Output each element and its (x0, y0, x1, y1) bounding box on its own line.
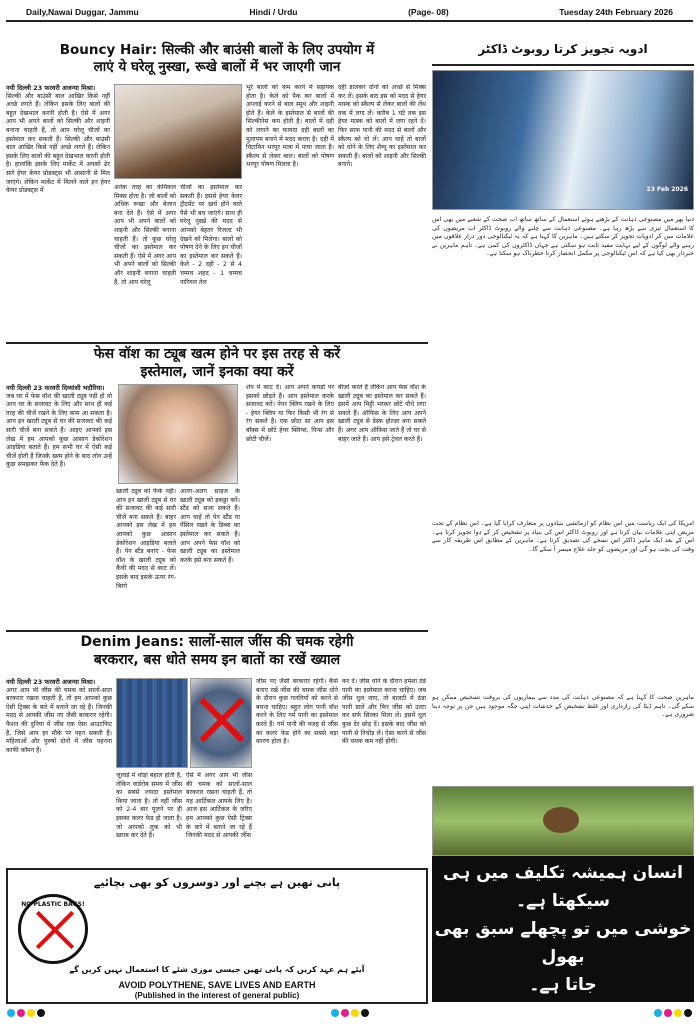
right-column (432, 26, 694, 1004)
registration-dot (351, 1009, 359, 1017)
article3-headline (6, 634, 428, 669)
robot-doctor-headline: ادویہ تجویز کرتا روبوٹ ڈاکٹر (432, 42, 694, 66)
article2-col2: खाली ट्यूब को फेंके नहीं। आप इन खाली ट्यूब से घर की सजावट की कई सारी चीजें बना सकते हैं। बाहर आपको इस लेख में हम आपको कुछ आसान डेकोरेशन आइडिया बताते हैं। पेन स्टैंड बनाएं - फेस वॉश के खाली ट्यूब को कैंची की मदद से काट लें। इसके बाद इसके ऊपर रंग-बिरंगे (116, 488, 176, 590)
face-wash-photo (118, 384, 238, 484)
red-cross-icon (199, 697, 245, 743)
paper-name: Daily,Nawai Duggar, Jammu (26, 7, 139, 17)
color-registration-strip (6, 1008, 693, 1020)
quote-line2: سیکھتا ہے۔ (516, 891, 610, 911)
registration-dot (654, 1009, 662, 1017)
article2-col1-text: जब घर में फेस वॉश की खाली ट्यूब पड़ी हो तो आप घर के सजावट के लिए और साथ ही कई तरह की चीजें रखने के लिए काम आ सकता है। आप इन खाली ट्यूब से घर की सजावट की कई सारी चीजें बना सकते हैं। आइए आपको इस लेख में हम आपको कुछ आसान डेकोरेशन आइडिया बताते हैं। हम सभी घर में ऐसी कई चीजें होती हैं जिनके खत्म होने के बाद लोग उन्हें कूड़ा समझकर फेंक देते हैं। (6, 392, 112, 469)
ad-badge-text: NO PLASTIC BAGS! (21, 901, 85, 908)
quote-line3: خوشی میں تو پچھلے سبق بھی بھول (434, 919, 692, 967)
left-column (6, 26, 428, 1004)
article2-headline (6, 346, 428, 381)
ad-urdu-bottom: آیئے ہم عہد کریں کہ پانی تھین جیسی موزی شئے کا استعمال نہیں کریں گے (69, 965, 365, 974)
article2-col4: शेप में काट दें। आप अपने कपड़ों पर इसको छोड़ते हैं। आप इस्तेमाल करके सजावट करें। पेपर क्लिप रखने के लिए - हेयर क्लिप या फिर किसी भी रंग से रंग सकते हैं। एक छोटा सा आप इस बॉक्स में छोटे हेयर क्लिप्स, पिन्स और छोटी चीजें। (246, 384, 334, 443)
article2-col3: अलग-अलग साइज के खाली ट्यूब को इकठ्ठा करें। स्टैंड को सजा सकते हैं। आप चाहें तो पेन स्टैंड या पेंसिल रखने के डिब्बा का इस्तेमाल कर सकते हैं। आप अपने फेस वॉश को खाली ट्यूब का इस्तेमाल करके इसे बना सकते हैं। (180, 488, 240, 564)
article2-col5: बीजों करते हैं लेकिन आप फेस वॉश के खाली ट्यूब का इस्तेमाल कर सकते हैं। इसमें आप मिट्टी भरकर छोटे पौधे लगा सकते हैं। ऑफिस के लिए आप अपने खाली ट्यूब से डेस्क होल्डर बना सकते हैं। अगर आप ऑफिस जाते हैं तो घर से बाहर जाते हैं। आप इसे ट्रेवल करते हैं। (338, 384, 426, 443)
registration-marks-center (330, 1009, 370, 1019)
ad-public-interest-note: (Published in the interest of general public) (134, 991, 300, 1000)
article3-col5: कर दें। जींस धोने के दौरान हमेशा ठंडे पानी का इस्तेमाल करना चाहिए। जब जींस धुल जाए, तो बालटी में ठंडा पानी डालें और फिर जींस को उल्टा कर सर्फ सिरका मिला लें। इसमें धूल कुछ देर छोड़ दें। इसके बाद जींस को पानी से निचोड़ लें। ऐसा करने से जींस की चमक कम नहीं होगी। (342, 678, 426, 746)
article1-col5: दही डालकर दोनों को अच्छे से मिक्स कर लें। इसके बाद इस को मदद से हेयर मास्क को स्कैल्प से लेकर बालों की लेंथ तक में लगा लें। करीब 1 घंटे तक इस हेयर मास्क को बालों में लगा रहने दें। फिर साफ पानी की मदद से बालों और स्कैल्प को धो लें। आप चाहें तो बालों को धोने के लिए शैम्पू का इस्तेमाल कर सकती हैं। बालों को शाइनी और सिल्की बनाने। (338, 84, 426, 169)
divider-2 (6, 630, 428, 632)
article3-col3: ऐसे में अगर आप भी जींस की चमक को सालों-साल बरकरार रखना चाहती हैं, तो यह आर्टिकल आपके लिए है। आज इस आर्टिकल के जरिए हम आपको कुछ ऐसी ट्रिक्स के बारे में बताने जा रहे हैं जिनकी मदद से आपकी जींस (186, 772, 252, 840)
registration-marks-left (6, 1009, 46, 1019)
hair-photo (114, 84, 242, 179)
article2-col1 (6, 384, 112, 630)
article1-headline (6, 42, 428, 76)
article3-col1-text: अगर आप भी जींस की चमक को सालों-साल बरकरार रखना चाहती हैं, तो हम आपको कुछ ऐसी ट्रिक्स के बारे में बताने जा रहे हैं। जिनकी मदद से आपकी जींस नए जैसी बरकरार रहेगी। फैशन की दुनिया में जींस एक ऐसा आउटफिट है, जिसे आप हर मौके पर पहन सकती हैं। महिलाओं और पुरुषों दोनों में जींस पहनना काफी कॉमन है। (6, 686, 112, 754)
registration-dot (37, 1009, 45, 1017)
registration-dot (341, 1009, 349, 1017)
quote-line1: انسان ہمیشہ تکلیف میں ہی (443, 863, 683, 883)
registration-dot (7, 1009, 15, 1017)
article1-dateline: नयी दिल्ली 23 फरवरी अजन्या मिश्रा। (6, 84, 96, 92)
article2-headline-line1: फेस वॉश का ट्यूब खत्म होने पर इस तरह से करें (93, 346, 341, 362)
registration-dot (361, 1009, 369, 1017)
article3-col2: जुलाई में थोड़ा बहाल होती है, लेकिन वार्डरोब समय में जींस का सबसे ज्यादा इस्तेमाल किया जाता है। तो वहीं जींस को 2-4 बार यूज़ने पर ही इसका कलर फेड हो जाता है। जो आपको लुक को भी खराब कर देते हैं। (116, 772, 182, 840)
language-label: Hindi / Urdu (249, 7, 298, 17)
registration-dot (674, 1009, 682, 1017)
ad-english-slogan: AVOID POLYTHENE, SAVE LIVES AND EARTH (118, 980, 316, 990)
masthead (6, 4, 693, 22)
registration-dot (331, 1009, 339, 1017)
robot-article-date: 23 Feb 2026 (646, 186, 688, 193)
public-interest-ad (6, 868, 428, 1004)
issue-date: Tuesday 24th February 2026 (559, 7, 673, 17)
registration-dot (684, 1009, 692, 1017)
washing-machine-photo (190, 678, 252, 768)
page-number: (Page- 08) (408, 7, 449, 17)
robot-article-body1: دنیا بھر میں مصنوعی ذہانت کے بڑھتے ہوئے استعمال کے ساتھ ساتھ اب صحت کے شعبے میں بھی اس کا استعمال تیزی سے بڑھ رہا ہے۔ مصنوعی ذہانت سے چلنے والے روبوٹ ڈاکٹر اب مریضوں کی علامات سن کر ادویات تجویز کر سکتے ہیں۔ ماہرین کا کہنا ہے کہ یہ ٹیکنالوجی دور دراز علاقوں میں رہنے والے لوگوں کے لیے نہایت مفید ثابت ہو سکتی ہے جہاں ڈاکٹروں کی کمی ہے۔ تاہم ماہرین نے خبردار بھی کیا ہے کہ اس ٹیکنالوجی پر مکمل انحصار کرنا خطرناک ہو سکتا ہے۔ (432, 216, 694, 258)
article1-col3: चीजों का इस्तेमाल कर सकती हैं। इससे हेयर केयर ट्रीटमेंट पर खर्च होने वाले पैसे भी बच जाएंगे। साथ ही घरेलू नुस्खे की मदद से आपको बेहतर रिजल्ट भी देखने को मिलेगा। बालों को पोषण देने के लिए इन चीजों का इस्तेमाल कर सकते हैं। केले - 2 दही - 2 से 4 चम्मच शहद - 1 चम्मच नारियल तेल (180, 184, 242, 286)
article1-col4: भूरे बालों को कम करने में सहायक होता है। केले को पैक कर बालों में अप्लाई करने से बाल स्मूथ और शाइनी होते हैं। केले के इस्तेमाल से बालों की सिल्कीनेस कम होती है। बालों में दही को लगाने का फायदा दही बालों का मुलायम बनाने में मदद करता है। दही में विटामिन भरपूर मात्रा में पाया जाता है। स्कैल्प से लेकर बाल। बालों को पोषण भरपूर पोषण मिलता है। (246, 84, 334, 169)
jeans-stack-photo (116, 678, 188, 768)
article2-headline-line2: इस्तेमाल, जानें इनका क्या करें (140, 363, 294, 380)
article1-headline-line1: Bouncy Hair: सिल्की और बाउंसी बालों के लिए उपयोग में (59, 42, 375, 58)
quote-box (432, 856, 694, 1002)
registration-dot (27, 1009, 35, 1017)
article3-dateline: नयी दिल्ली 23 फरवरी अजन्या मिश्रा। (6, 678, 96, 686)
article1-headline-line2: लाएं ये घरेलू नुस्खा, रूखे बालों में भर जाएगी जान (93, 58, 341, 75)
article1-col2: अनेक तरह का केमिकल मिक्स होता है। जो बालों को अधिक रूखा और बेजान बना देते हैं। ऐसे में अगर आप भी अपने बालों को शाइनी और सिल्की बनाना चाहती हैं। तो कुछ घरेलू चीजों का इस्तेमाल कर सकती हैं। ऐसे में अगर आप भी अपने बालों को सिल्की और शाइनी बनाना चाहती हैं, तो आप घरेलू (114, 184, 176, 286)
registration-dot (664, 1009, 672, 1017)
article2-dateline: नयी दिल्ली 23 फरवरी दिव्यांशी भदौरिया। (6, 384, 105, 392)
article3-col4: जींस नए जैसी बरकरार रहेगी। कैसे बनाए रखें जींस की चमक जींस धोने के दौरान कुछ गलतियों को करने से बचना चाहिए। बहुत लोग पानी वॉश करने के लिए गर्म पानी का इस्तेमाल करते हैं। गर्म पानी की वजह से जींस का कलर फेड होने का सबसे बड़ा कारण होता है। (256, 678, 338, 746)
registration-marks-right (653, 1009, 693, 1019)
sparrow-icon (543, 807, 579, 833)
article3-headline-line2: बरकरार, बस धोते समय इन बातों का रखें ख्याल (93, 651, 341, 668)
robot-article-body3: ماہرین صحت کا کہنا ہے کہ مصنوعی ذہانت کی مدد سے بیماریوں کی بروقت تشخیص ممکن ہو سکے گی۔ تاہم ڈیٹا کی رازداری اور غلط تشخیص کے خدشات اپنی جگہ موجود ہیں جن پر توجہ دینا ضروری ہے۔ (432, 694, 694, 719)
article1-col1 (6, 84, 110, 342)
article3-headline-line1: Denim Jeans: सालों-साल जींस की चमक रहेगी (80, 634, 354, 650)
no-plastic-bag-icon (18, 894, 88, 964)
registration-dot (17, 1009, 25, 1017)
article3-col1 (6, 678, 112, 864)
robot-article-body2: امریکا کی ایک ریاست میں اس نظام کو آزمائشی بنیادوں پر متعارف کرایا گیا ہے۔ اس نظام کے تحت مریض اپنی علامات بیان کرتا ہے اور روبوٹ ڈاکٹر اس کی بنیاد پر تشخیص کر کے دوا تجویز کرتا ہے۔ اس کے بعد ایک ماہر ڈاکٹر اس نسخے کی تصدیق کرتا ہے۔ ماہرین کے مطابق اس طریقہ کار سے وقت کی بچت ہو گی اور مریضوں کو جلد علاج میسر آ سکے گا۔ (432, 520, 694, 553)
article1-col1-text: सिल्की और बाउंसी बाल आखिर किसे नहीं अच्छे लगते हैं। लेकिन इसके लिए बालों की बहुत देखभाल करनी होती है। ऐसे में अगर आप भी अपने बालों को सिल्की और शाइनी बनाना चाहती हैं, तो आप घरेलू चीजों का इस्तेमाल कर सकती हैं। सिल्की और बाउंसी बाल आखिर किसे नहीं अच्छे लगते हैं। लेकिन इसके लिए बालों की बहुत देखभाल करनी होती है। हालांकि इसके लिए मार्केट में अपको ढेर सारे हेयर केयर प्रोडक्ट्स भी आसानी से मिल जाएंगे। लेकिन मार्केट में मिलने वाले इन हेयर केयर प्रोडक्ट्स में (6, 92, 110, 195)
sparrow-photo (432, 786, 694, 856)
divider-1 (6, 342, 428, 344)
ad-urdu-top: پانی تھین ہے بچنے اور دوسروں کو بھی بچائیے (93, 876, 341, 889)
quote-line4: جاتا ہے۔ (529, 975, 597, 995)
